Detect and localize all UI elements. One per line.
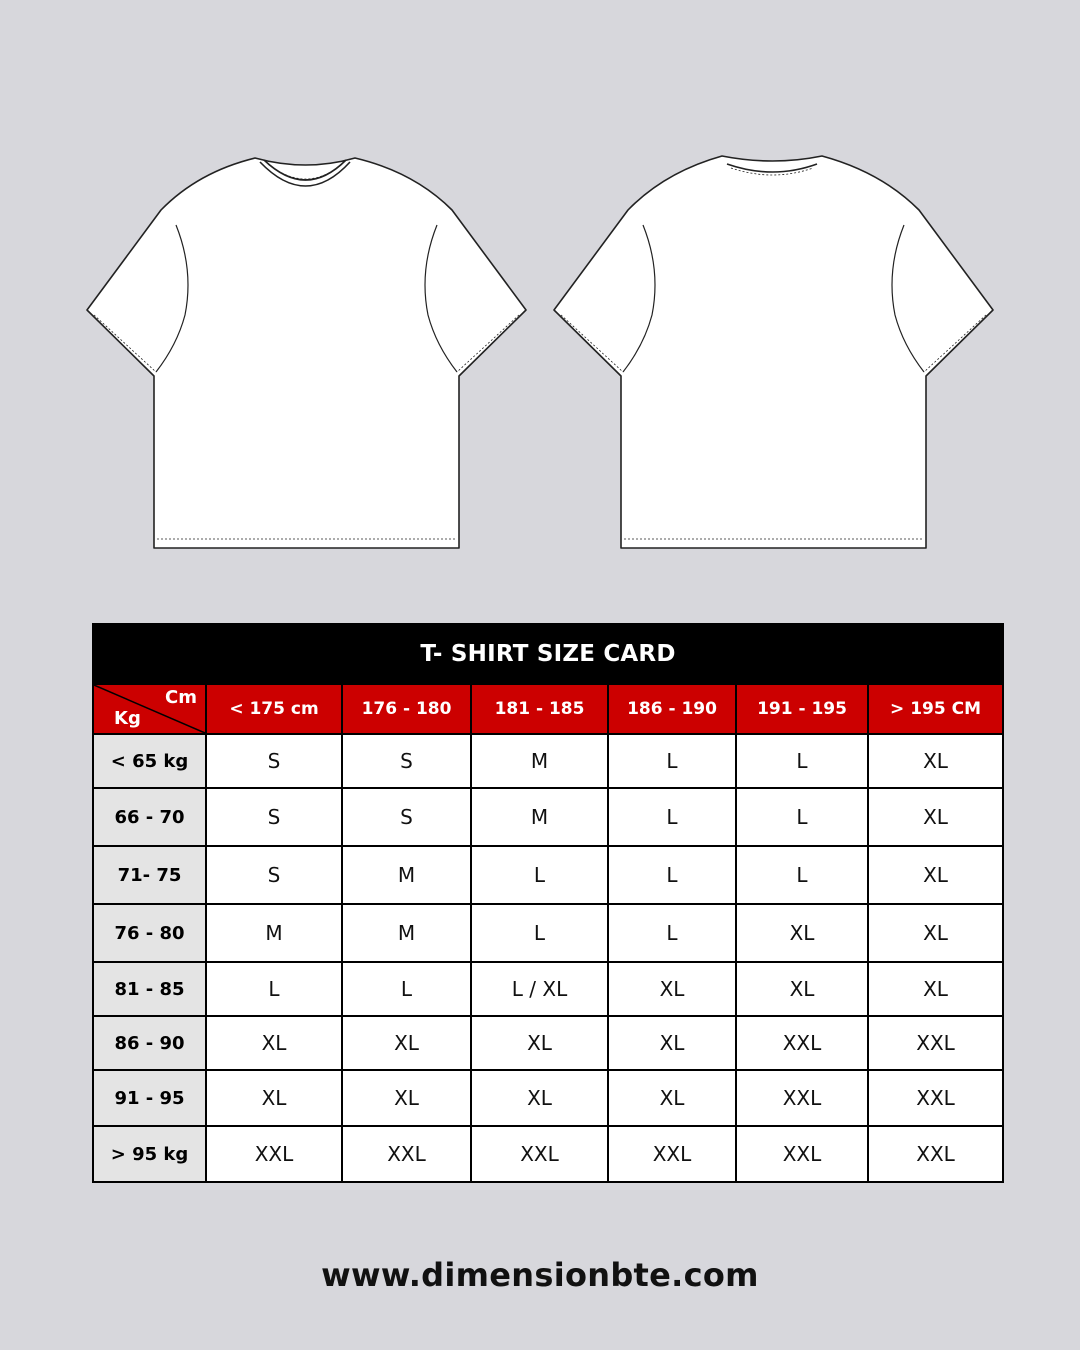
column-header-height: > 195 CM [868, 684, 1003, 734]
size-cell: L [736, 846, 868, 904]
size-cell: L [608, 904, 736, 962]
size-cell: XL [868, 962, 1003, 1016]
table-row [93, 788, 1003, 846]
size-cell: L [608, 788, 736, 846]
size-cell: L [471, 904, 608, 962]
size-cell: XL [342, 1070, 471, 1126]
row-header-weight: 66 - 70 [93, 788, 206, 846]
column-header-height: 181 - 185 [471, 684, 608, 734]
size-cell: XXL [206, 1126, 342, 1182]
column-header-height: 176 - 180 [342, 684, 471, 734]
size-cell: XL [471, 1016, 608, 1070]
corner-header [93, 684, 206, 734]
size-cell: XXL [736, 1070, 868, 1126]
size-cell: L [736, 788, 868, 846]
column-header-height: < 175 cm [206, 684, 342, 734]
row-header-weight: < 65 kg [93, 734, 206, 788]
tshirt-front-icon [84, 150, 529, 555]
row-header-weight: 71- 75 [93, 846, 206, 904]
size-cell: L [206, 962, 342, 1016]
size-cell: XXL [342, 1126, 471, 1182]
size-cell: XL [471, 1070, 608, 1126]
size-cell: M [342, 846, 471, 904]
size-cell: M [342, 904, 471, 962]
size-cell: M [471, 788, 608, 846]
size-cell: XL [206, 1016, 342, 1070]
size-cell: XXL [608, 1126, 736, 1182]
size-cell: XXL [471, 1126, 608, 1182]
size-cell: L [736, 734, 868, 788]
size-cell: XXL [868, 1016, 1003, 1070]
size-cell: XL [342, 1016, 471, 1070]
size-cell: L / XL [471, 962, 608, 1016]
size-cell: S [342, 734, 471, 788]
size-cell: XXL [736, 1016, 868, 1070]
table-row [93, 962, 1003, 1016]
size-cell: M [206, 904, 342, 962]
tshirt-back-icon [551, 150, 996, 555]
table-row [93, 1070, 1003, 1126]
column-header-height: 191 - 195 [736, 684, 868, 734]
row-header-weight: 81 - 85 [93, 962, 206, 1016]
size-cell: L [608, 846, 736, 904]
table-row [93, 846, 1003, 904]
table-row [93, 1016, 1003, 1070]
size-cell: XL [868, 904, 1003, 962]
size-cell: L [342, 962, 471, 1016]
size-cell: XXL [736, 1126, 868, 1182]
size-cell: L [471, 846, 608, 904]
size-chart-table [92, 623, 1004, 1183]
table-title: T- SHIRT SIZE CARD [93, 624, 1003, 684]
website-url: www.dimensionbte.com [321, 1256, 759, 1294]
row-header-weight: > 95 kg [93, 1126, 206, 1182]
size-cell: L [608, 734, 736, 788]
row-header-weight: 76 - 80 [93, 904, 206, 962]
table-row [93, 904, 1003, 962]
table-row [93, 1126, 1003, 1182]
height-axis-label: Cm [165, 687, 197, 708]
size-cell: S [206, 788, 342, 846]
size-cell: XL [868, 788, 1003, 846]
weight-axis-label: Kg [114, 708, 141, 729]
size-cell: XXL [868, 1070, 1003, 1126]
size-cell: XL [736, 904, 868, 962]
size-cell: XL [608, 1070, 736, 1126]
size-cell: S [206, 734, 342, 788]
size-cell: XL [206, 1070, 342, 1126]
size-cell: XL [736, 962, 868, 1016]
table-row [93, 734, 1003, 788]
size-cell: S [342, 788, 471, 846]
size-cell: M [471, 734, 608, 788]
size-cell: XXL [868, 1126, 1003, 1182]
size-cell: S [206, 846, 342, 904]
column-header-height: 186 - 190 [608, 684, 736, 734]
size-cell: XL [868, 846, 1003, 904]
size-cell: XL [608, 1016, 736, 1070]
size-cell: XL [608, 962, 736, 1016]
row-header-weight: 91 - 95 [93, 1070, 206, 1126]
size-cell: XL [868, 734, 1003, 788]
row-header-weight: 86 - 90 [93, 1016, 206, 1070]
